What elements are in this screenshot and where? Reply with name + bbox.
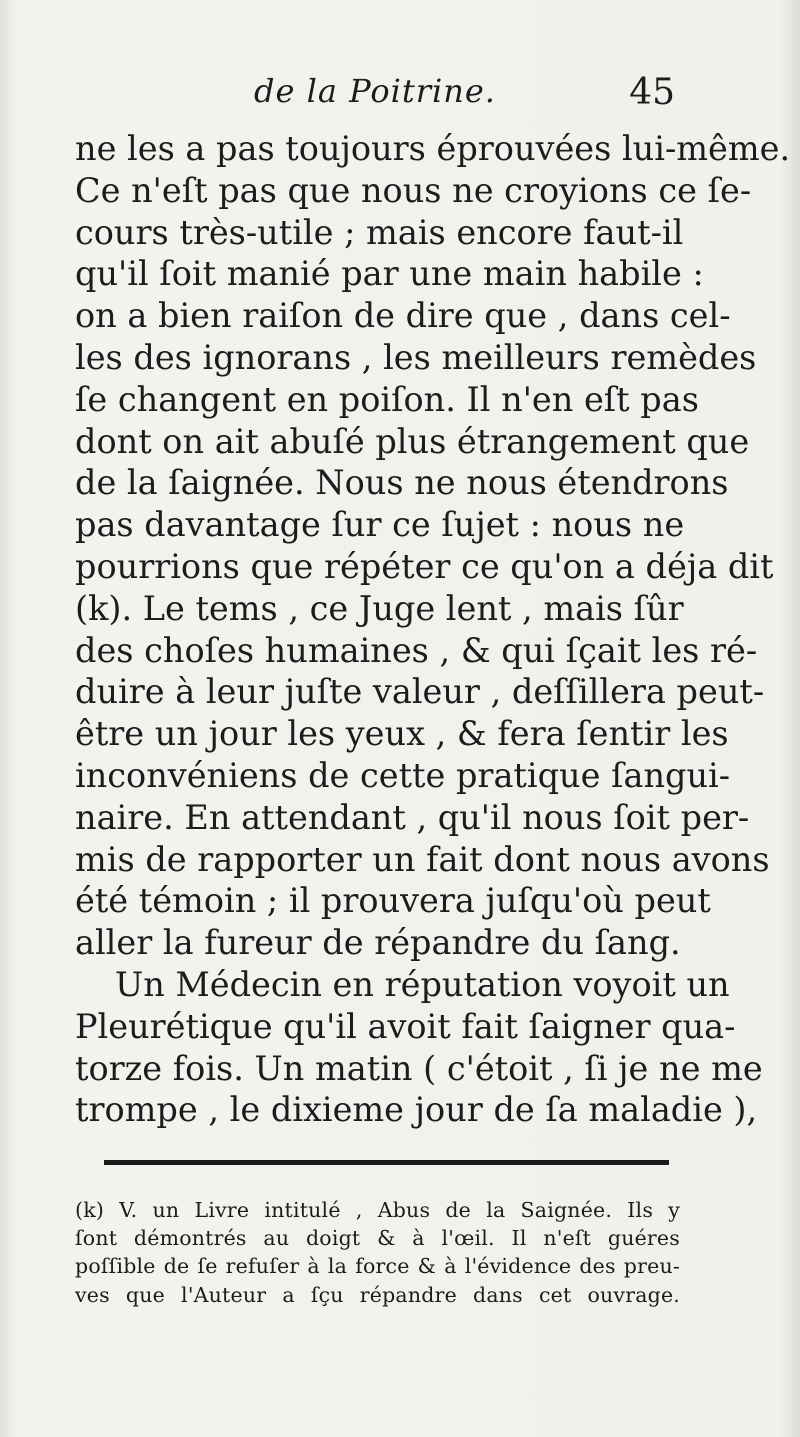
text-line: être un jour les yeux , & fera ſentir les [75, 714, 729, 754]
text-line: (k). Le tems , ce Juge lent , mais ſûr [75, 588, 684, 628]
text-line: ſe changent en poiſon. Il n'en eſt pas [75, 379, 699, 419]
text-line: pourrions que répéter ce qu'on a déja dit [75, 546, 774, 586]
text-line: aller la fureur de répandre du ſang. [75, 923, 681, 963]
text-line: des choſes humaines , & qui ſçait les ré- [75, 630, 758, 670]
text-line: cours très-utile ; mais encore faut-il [75, 212, 684, 252]
text-line: les des ignorans , les meilleurs remèdes [75, 337, 757, 377]
body-text [75, 128, 791, 1131]
text-line: naire. En attendant , qu'il nous ſoit per- [75, 797, 750, 837]
text-line: duire à leur juſte valeur , deſſillera peut- [75, 672, 765, 712]
footnote-divider [104, 1160, 669, 1165]
footnote-line: ſont démontrés au doigt & à l'œil. Il n'eſt guéres [75, 1226, 680, 1251]
text-line: été témoin ; il prouvera juſqu'où peut [75, 881, 711, 921]
text-line: trompe , le dixieme jour de ſa maladie ), [75, 1090, 758, 1130]
text-line: qu'il ſoit manié par une main habile : [75, 254, 704, 294]
footnote [75, 1196, 680, 1309]
text-line: mis de rapporter un fait dont nous avons [75, 839, 770, 879]
text-line: Ce n'eſt pas que nous ne croyions ce ſe- [75, 170, 752, 210]
page-number: 45 [629, 72, 675, 113]
text-line: ne les a pas toujours éprouvées lui-même. [75, 129, 791, 168]
text-line: de la ſaignée. Nous ne nous étendrons [75, 463, 729, 503]
footnote-line: poſſible de ſe refuſer à la force & à l'évidence des preu- [75, 1254, 680, 1279]
text-line: Un Médecin en réputation voyoit un [115, 964, 730, 1004]
footnote-line: ves que l'Auteur a ſçu répandre dans cet ouvrage. [75, 1282, 680, 1307]
text-line: inconvéniens de cette pratique ſangui- [75, 755, 731, 795]
text-line: on a bien raiſon de dire que , dans cel- [75, 296, 731, 336]
footnote-line: (k) V. un Livre intitulé , Abus de la Saignée. Ils y [75, 1198, 680, 1222]
text-line: dont on ait abuſé plus étrangement que [75, 421, 750, 461]
running-title: de la Poitrine. [254, 72, 496, 110]
text-line: Pleurétique qu'il avoit fait ſaigner qua- [75, 1006, 736, 1046]
text-line: torze fois. Un matin ( c'étoit , ſi je ne me [75, 1048, 763, 1088]
page-header [75, 72, 675, 128]
text-line: pas davantage ſur ce ſujet : nous ne [75, 505, 685, 545]
